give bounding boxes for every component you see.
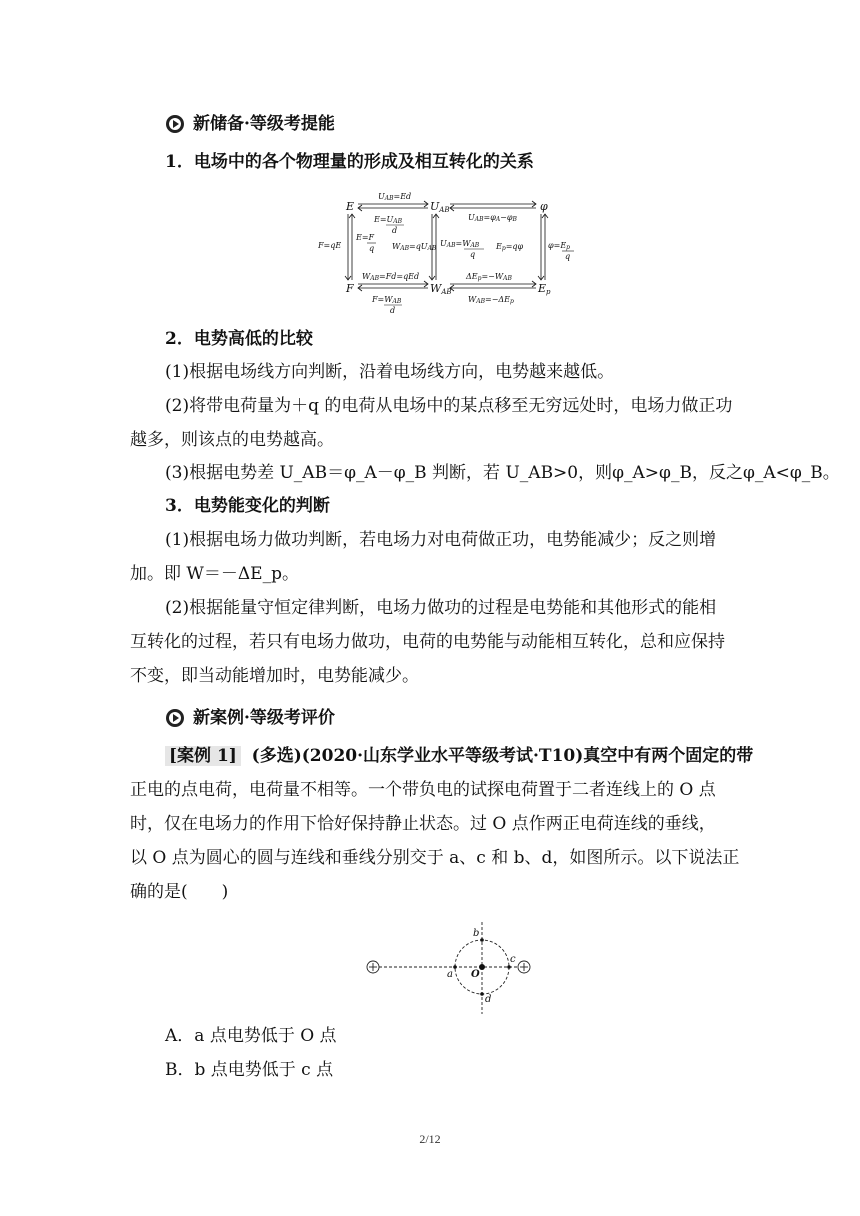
- svg-text:d: d: [392, 226, 398, 235]
- label-bot-lower-right: WAB=−ΔEp: [468, 295, 514, 305]
- p2-s2a: (2)将带电荷量为＋q 的电荷从电场中的某点移至无穷远处时，电场力做正功: [165, 396, 733, 416]
- node-UAB: UAB: [430, 200, 450, 214]
- heading-1: 1．电场中的各个物理量的形成及相互转化的关系: [165, 152, 534, 172]
- section-bullet-icon: [165, 114, 185, 134]
- case1-line3: 时，仅在电场力的作用下恰好保持静止状态。过 O 点作两正电荷连线的垂线，: [130, 814, 716, 834]
- label-left-inner: E=F: [356, 233, 375, 242]
- svg-text:q: q: [369, 244, 375, 253]
- point-b-label: b: [473, 928, 480, 939]
- label-top-upper: UAB=Ed: [378, 192, 412, 202]
- p3-s2c: 不变，即当动能增加时，电势能减少。: [130, 666, 419, 686]
- node-E: E: [346, 200, 355, 213]
- svg-text:q: q: [470, 250, 476, 259]
- case1-line1: [案例 1] (多选)(2020·山东学业水平等级考试·T10)真空中有两个固定的带: [165, 744, 753, 768]
- node-F: F: [346, 282, 354, 295]
- label-top-lower-right: UAB=φA−φB: [468, 213, 517, 223]
- label-mid-right-2: Ep=qφ: [496, 242, 524, 252]
- quantity-relation-diagram: [318, 186, 580, 314]
- point-a-label: a: [447, 969, 453, 980]
- label-top-lower-left: E=UAB: [374, 215, 403, 225]
- p2-s3: (3)根据电势差 U_AB＝φ_A－φ_B 判断，若 U_AB>0，则φ_A>φ_B，反之φ_A<φ_B。: [165, 463, 840, 483]
- section-heading-prep: 新储备·等级考提能: [165, 112, 335, 136]
- label-left-outer: F=qE: [318, 241, 342, 250]
- case1-line2: 正电的点电荷，电荷量不相等。一个带负电的试探电荷置于二者连线上的 O 点: [130, 780, 716, 800]
- case1-line5: 确的是( ): [130, 882, 229, 902]
- section-bullet-icon: [165, 708, 185, 728]
- label-mid-left: WAB=qUAB: [392, 242, 437, 252]
- p2-s1: (1)根据电场线方向判断，沿着电场线方向，电势越来越低。: [165, 362, 615, 382]
- p3-s1a: (1)根据电场力做功判断，若电场力对电荷做正功，电势能减少；反之则增: [165, 530, 717, 550]
- point-d-label: d: [485, 994, 492, 1005]
- label-right-outer: φ=Ep: [548, 241, 570, 251]
- heading-3: 3．电势能变化的判断: [165, 496, 330, 516]
- option-B: B．b 点电势低于 c 点: [165, 1060, 334, 1080]
- option-A: A．a 点电势低于 O 点: [165, 1026, 337, 1046]
- label-mid-right-1: UAB=WAB: [440, 239, 480, 249]
- page-number: 2/12: [419, 1132, 441, 1146]
- label-bot-upper-left: WAB=Fd=qEd: [362, 272, 420, 282]
- point-O-label: O: [471, 969, 480, 980]
- svg-text:d: d: [390, 306, 396, 314]
- charge-circle-diagram: [360, 922, 540, 1018]
- heading-2: 2．电势高低的比较: [165, 329, 313, 349]
- point-c-label: c: [510, 954, 516, 965]
- node-phi: φ: [540, 200, 548, 213]
- node-Ep: Ep: [538, 282, 551, 296]
- node-WAB: WAB: [430, 282, 452, 296]
- label-bot-upper-right: ΔEp=−WAB: [466, 272, 512, 282]
- p3-s1b: 加。即 W＝－ΔE_p。: [130, 564, 299, 584]
- p3-s2b: 互转化的过程，若只有电场力做功，电荷的电势能与动能相互转化，总和应保持: [130, 632, 725, 652]
- section-heading-case: 新案例·等级考评价: [165, 706, 335, 730]
- svg-text:q: q: [565, 252, 571, 261]
- case-tag: [案例 1]: [165, 746, 241, 766]
- case1-line4: 以 O 点为圆心的圆与连线和垂线分别交于 a、c 和 b、d，如图所示。以下说法正: [130, 848, 740, 868]
- label-bot-lower-left: F=WAB: [372, 295, 402, 305]
- p3-s2a: (2)根据能量守恒定律判断，电场力做功的过程是电势能和其他形式的能相: [165, 598, 717, 618]
- p2-s2b: 越多，则该点的电势越高。: [130, 430, 334, 450]
